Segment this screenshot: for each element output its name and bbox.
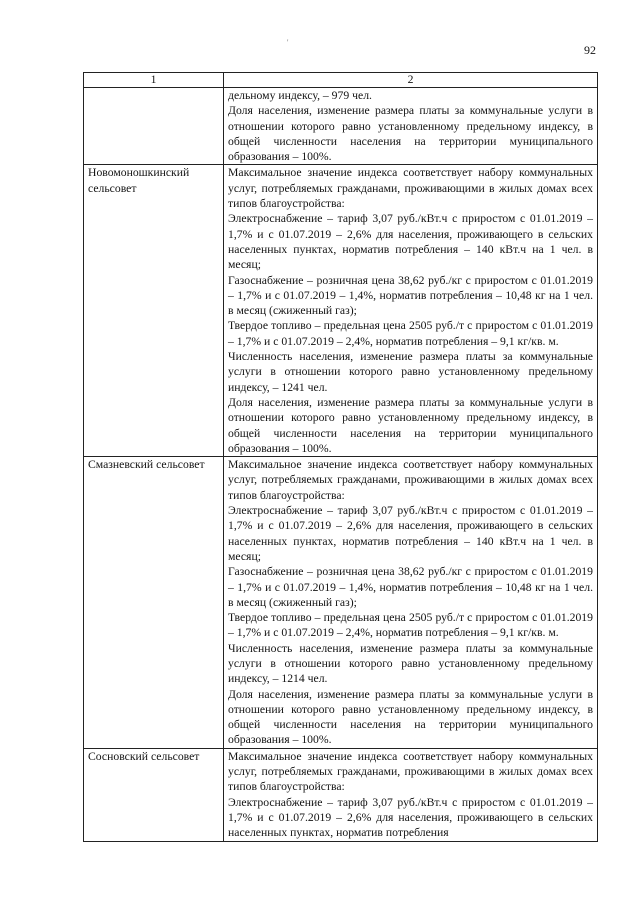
tariff-table <box>83 72 598 842</box>
municipality-cell: Сосновский сельсовет <box>84 749 224 841</box>
table-row <box>84 749 598 842</box>
description-cell <box>224 165 598 456</box>
paragraph: Электроснабжение – тариф 3,07 руб./кВт.ч с приростом с 01.01.2019 – 1,7% и с 01.07.2019 – 2,6% для населения, проживающего в сельских населенных пунктах, норматив потребления – 140 кВт.ч на 1 чел. в месяц; <box>228 212 593 272</box>
paragraph: Твердое топливо – предельная цена 2505 руб./т с приростом с 01.01.2019 – 1,7% и с 01.07.2019 – 2,4%, норматив потребления – 9,1 кг/кв. м. <box>228 611 593 640</box>
paragraph: Доля населения, изменение размера платы за коммунальные услуги в отношении которого равно установленному предельному индексу, в общей численности населения на территории муниципального образования – 100%. <box>228 395 593 455</box>
page-number: 92 <box>584 43 596 57</box>
table-row <box>84 88 598 165</box>
municipality-cell <box>84 88 224 164</box>
paragraph: Численность населения, изменение размера платы за коммунальные услуги в отношении которого равно установленному предельному индексу, – 1214 чел. <box>228 641 593 686</box>
description-cell <box>224 88 598 164</box>
scan-speck: ' <box>287 38 289 47</box>
paragraph: Газоснабжение – розничная цена 38,62 руб./кг с приростом с 01.01.2019 – 1,7% и с 01.07.2019 – 1,4%, норматив потребления – 10,48 кг на 1 чел. в месяц (сжиженный газ); <box>228 273 593 318</box>
paragraph: Электроснабжение – тариф 3,07 руб./кВт.ч с приростом с 01.01.2019 – 1,7% и с 01.07.2019 – 2,6% для населения, проживающего в сельских населенных пунктах, норматив потребления – 140 кВт.ч на 1 чел. в месяц; <box>228 504 593 563</box>
municipality-cell: Смазневский сельсовет <box>84 457 224 748</box>
table-row <box>84 457 598 749</box>
table-row <box>84 165 598 457</box>
description-cell <box>224 457 598 748</box>
paragraph: Максимальное значение индекса соответствует набору коммунальных услуг, потребляемых гражданами, проживающими в жилых домах всех типов благоустройства: <box>228 166 593 211</box>
description-cell <box>224 749 598 841</box>
paragraph: Доля населения, изменение размера платы за коммунальные услуги в отношении которого равно установленному предельному индексу, в общей численности населения на территории муниципального образования – 100%. <box>228 104 593 164</box>
column-header-1: 1 <box>84 73 224 87</box>
column-header-2: 2 <box>224 73 598 87</box>
paragraph: Электроснабжение – тариф 3,07 руб./кВт.ч с приростом с 01.01.2019 – 1,7% и с 01.07.2019 – 2,6% для населения, проживающего в сельских населенных пунктах, норматив потребления <box>228 795 593 840</box>
municipality-cell: Новомоношкинский сельсовет <box>84 165 224 456</box>
paragraph: дельному индексу, – 979 чел. <box>228 89 372 102</box>
paragraph: Численность населения, изменение размера платы за коммунальные услуги в отношении которого равно установленному предельному индексу, – 1241 чел. <box>228 350 593 394</box>
table-header-row <box>84 73 598 88</box>
paragraph: Максимальное значение индекса соответствует набору коммунальных услуг, потребляемых гражданами, проживающими в жилых домах всех типов благоустройства: <box>228 749 593 794</box>
paragraph: Максимальное значение индекса соответствует набору коммунальных услуг, потребляемых гражданами, проживающими в жилых домах всех типов благоустройства: <box>228 458 593 502</box>
paragraph: Твердое топливо – предельная цена 2505 руб./т с приростом с 01.01.2019 – 1,7% и с 01.07.2019 – 2,4%, норматив потребления – 9,1 кг/кв. м. <box>228 319 593 348</box>
paragraph: Газоснабжение – розничная цена 38,62 руб./кг с приростом с 01.01.2019 – 1,7% и с 01.07.2019 – 1,4%, норматив потребления – 10,48 кг на 1 чел. в месяц (сжиженный газ); <box>228 565 593 609</box>
paragraph: Доля населения, изменение размера платы за коммунальные услуги в отношении которого равно установленному предельному индексу, в общей численности населения на территории муниципального образования – 100%. <box>228 687 593 747</box>
